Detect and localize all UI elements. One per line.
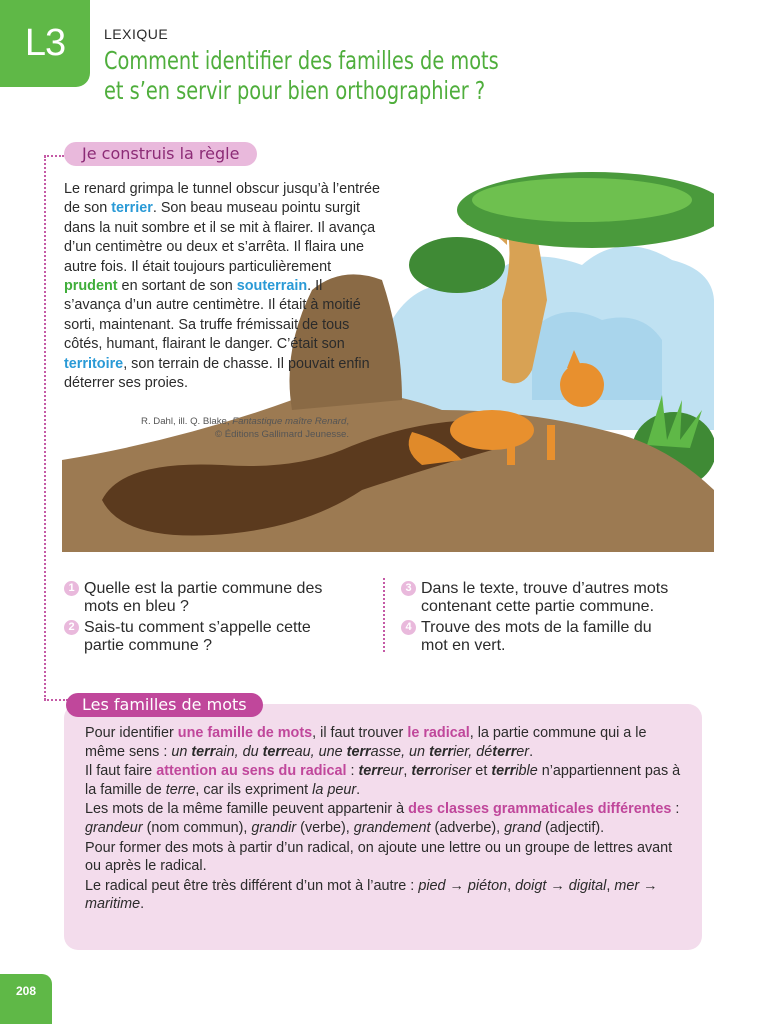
text: (adverbe), [430,819,505,836]
text: , [403,763,412,780]
text: (verbe), [296,819,354,836]
example: digital [568,877,607,894]
text: : [346,763,359,780]
question-number-badge: 4 [401,620,416,635]
story-part: en sortant de son [117,278,237,295]
highlight: le radical [407,725,470,741]
story-part: Le renard grimpa le tunnel obscur jusqu’à l’entrée de son [64,181,380,217]
radical: terr [429,743,454,760]
story-part: . Son beau museau pointu surgit dans la nuit sombre et il se mit à flairer. Il avança d’un centimètre ou deux et s’arrêta. Il flaira une autre fois. Il était toujours particulièrement [64,200,376,275]
credit-book-title: Fantastique maître Renard [232,416,347,427]
radical: terr [491,763,516,780]
text: , la partie commune qui a le même sens : [85,725,647,760]
story-part: , son terrain de chasse. Il pouvait enfin déterrer ses proies. [64,355,370,392]
questions-divider [383,578,385,652]
question-item [64,619,344,655]
text: ain [215,743,235,760]
rule-paragraph-3 [85,800,685,837]
text: er [516,743,530,760]
section-label-rule: Je construis la règle [64,142,257,166]
text: oriser [435,763,472,780]
example: grand [504,819,541,836]
page-title [104,46,551,106]
text: , [507,877,516,894]
credit-comma: , [346,416,349,427]
text: , il faut trouver [312,725,408,741]
text: n’appartiennent pas à la famille de [85,763,681,798]
rule-paragraph-4: Pour former des mots à partir d’un radical, on ajoute une lettre ou un groupe de lettres avant ou après le radical. [85,839,673,875]
arrow-icon: → [639,877,658,894]
radical: terr [411,763,436,780]
story-part: . Il s’avança d’un autre centimètre. Il était à moitié sorti, maintenant. Sa truffe frémissait de tous côtés, humant, flairant le danger. C’était son [64,278,361,353]
example: piéton [467,877,508,894]
text: , un [401,743,430,760]
example: grandir [251,819,297,836]
page-number: 208 [15,984,37,998]
text: . [140,896,145,913]
radical: terr [191,743,216,760]
text: , [606,877,615,894]
example: la peur [312,781,357,798]
question-number-badge: 2 [64,620,79,635]
example [171,744,529,760]
section-label-families: Les familles de mots [66,693,263,717]
question-text: Trouve des mots de la famille du mot en vert. [421,619,652,654]
question-text: Quelle est la partie commune des mots en bleu ? [84,580,323,615]
source-credit [64,415,349,441]
fox-leg-2 [547,425,555,460]
arrow-icon: → [445,877,468,894]
fox-head [560,363,604,407]
rule-paragraph-2 [85,762,685,799]
radical: terr [492,743,517,760]
text: eur [382,763,404,780]
credit-author: R. Dahl, ill. Q. Blake, [141,416,233,427]
highlight: attention au sens du radical [156,763,347,780]
question-item [64,580,354,616]
green-word: prudent [64,278,118,295]
credit-publisher: © Éditions Gallimard Jeunesse. [215,429,349,440]
text: eau [286,743,311,760]
text: ible [515,763,538,780]
page-number-tab [0,974,52,1024]
text: et [471,763,492,780]
example: grandement [353,819,431,836]
text: un [171,743,192,760]
radical: terr [262,743,287,760]
blue-word: souterrain [236,278,308,295]
example [411,763,471,779]
highlight: des classes grammaticales différentes [408,801,672,818]
example: doigt [515,877,547,894]
highlight: une famille de mots [177,725,313,741]
text: Les mots de la même famille peuvent appartenir à [85,801,409,818]
question-text: Dans le texte, trouve d’autres mots contenant cette partie commune. [421,580,669,615]
lesson-code-tab [0,0,90,87]
left-bush [409,237,505,293]
story-text [64,180,382,393]
example: maritime [85,896,141,913]
fox-body [450,410,534,450]
radical: terr [346,743,371,760]
fox-leg [507,435,515,465]
text: (nom commun), [142,819,252,836]
title-line-2: et s’en servir pour bien orthographier ? [104,76,486,105]
question-item [401,619,671,655]
text: , du [234,743,263,760]
text: , car ils expriment [195,781,313,798]
text: . [356,781,361,798]
blue-word: territoire [64,355,124,372]
category-label: LEXIQUE [104,26,169,42]
dotted-rail-bottom [44,699,68,701]
lesson-code: L3 [24,22,66,64]
text: , une [310,743,347,760]
text: ier [453,743,469,760]
question-item [401,580,671,616]
text: asse [370,743,402,760]
example: mer [614,877,640,894]
question-text: Sais-tu comment s’appelle cette partie commune ? [84,619,311,654]
example [359,763,404,779]
rule-text [85,724,685,915]
text: : [671,801,680,818]
example: grandeur [85,819,143,836]
text: Pour identifier [85,725,178,741]
question-number-badge: 3 [401,581,416,596]
blue-word: terrier [111,200,153,217]
question-number-badge: 1 [64,581,79,596]
text: Il faut faire [85,763,157,780]
example [491,763,537,779]
text: , dé [468,743,493,760]
text: . [529,743,534,760]
radical: terr [358,763,383,780]
arrow-icon: → [546,877,569,894]
rule-paragraph-1 [85,724,685,761]
text: Le radical peut être très différent d’un mot à l’autre : [85,877,419,894]
example: pied [418,877,446,894]
rule-paragraph-5 [85,877,685,914]
dotted-rail [44,156,64,700]
title-line-1: Comment identifier des familles de mots [104,46,499,75]
tree-canopy-light [472,178,692,222]
text: (adjectif). [540,819,605,836]
example: terre [165,781,196,798]
